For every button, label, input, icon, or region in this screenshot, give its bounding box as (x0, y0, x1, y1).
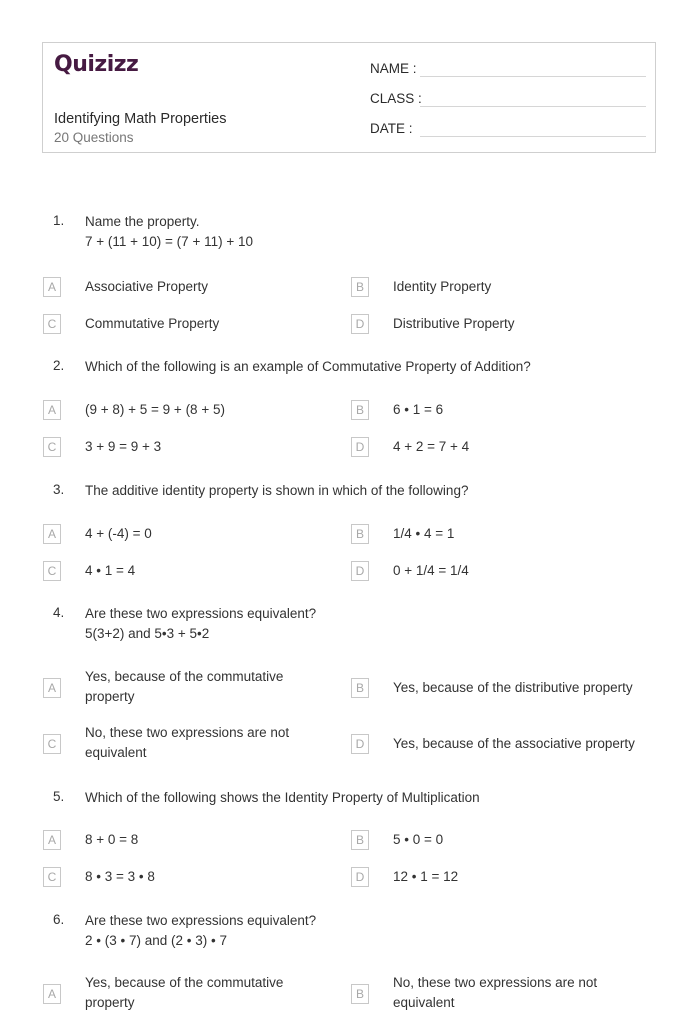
option-line: Yes, because of the associative property (393, 736, 635, 751)
question-number: 1. (53, 213, 65, 228)
class-line[interactable] (420, 106, 646, 107)
question-count: 20 Questions (54, 130, 134, 145)
worksheet-title: Identifying Math Properties (54, 111, 227, 127)
option-line: Identity Property (393, 279, 492, 294)
question-line: The additive identity property is shown in which of the following? (85, 483, 469, 498)
option-letter-box[interactable]: C (43, 734, 61, 754)
option-line: 4 + 2 = 7 + 4 (393, 439, 470, 454)
name-label: NAME : (370, 61, 417, 76)
option-text (393, 400, 443, 420)
question-line: Are these two expressions equivalent? (85, 606, 317, 621)
option-line: Associative Property (85, 279, 209, 294)
option-letter-box[interactable]: A (43, 984, 61, 1004)
option-letter-box[interactable]: C (43, 561, 61, 581)
question-line: 5(3+2) and 5•3 + 5•2 (85, 626, 210, 641)
option-line: 12 • 1 = 12 (393, 869, 459, 884)
option-text (393, 734, 635, 754)
option-letter-box[interactable]: A (43, 277, 61, 297)
option-text (85, 667, 283, 707)
option-line: Yes, because of the commutative (85, 669, 284, 684)
question-line: 2 • (3 • 7) and (2 • 3) • 7 (85, 933, 227, 948)
option-letter-box[interactable]: C (43, 314, 61, 334)
option-line: 1/4 • 4 = 1 (393, 526, 455, 541)
option-line: property (85, 689, 135, 704)
quizizz-logo: Quizizz (54, 52, 139, 77)
option-line: 6 • 1 = 6 (393, 402, 444, 417)
option-text (393, 867, 458, 887)
option-text (393, 561, 469, 581)
option-letter-box[interactable]: C (43, 437, 61, 457)
date-line[interactable] (420, 136, 646, 137)
option-text (393, 678, 633, 698)
option-line: 5 • 0 = 0 (393, 832, 444, 847)
option-text (393, 830, 443, 850)
option-letter-box[interactable]: B (351, 400, 369, 420)
option-text (85, 277, 208, 297)
option-line: No, these two expressions are not (85, 725, 290, 740)
option-letter-box[interactable]: A (43, 830, 61, 850)
option-letter-box[interactable]: A (43, 400, 61, 420)
option-letter-box[interactable]: D (351, 314, 369, 334)
option-letter-box[interactable]: B (351, 984, 369, 1004)
option-text (393, 314, 515, 334)
option-line: Yes, because of the commutative (85, 975, 284, 990)
question-number: 3. (53, 482, 65, 497)
question-number: 5. (53, 789, 65, 804)
option-letter-box[interactable]: A (43, 678, 61, 698)
option-line: equivalent (393, 995, 455, 1010)
option-text (393, 437, 469, 457)
option-text (393, 524, 454, 544)
option-line: equivalent (85, 745, 147, 760)
option-letter-box[interactable]: D (351, 734, 369, 754)
option-line: property (85, 995, 135, 1010)
option-line: 4 + (-4) = 0 (85, 526, 152, 541)
option-line: No, these two expressions are not (393, 975, 598, 990)
option-line: Distributive Property (393, 316, 515, 331)
question-text (85, 604, 316, 644)
option-text (85, 867, 155, 887)
option-text (85, 524, 152, 544)
name-line[interactable] (420, 76, 646, 77)
question-text (85, 212, 253, 252)
date-label: DATE : (370, 121, 413, 136)
option-text (393, 973, 597, 1013)
question-number: 2. (53, 358, 65, 373)
option-text (85, 437, 161, 457)
option-line: 8 + 0 = 8 (85, 832, 139, 847)
option-text (85, 400, 225, 420)
option-letter-box[interactable]: A (43, 524, 61, 544)
option-line: Commutative Property (85, 316, 220, 331)
question-text (85, 911, 316, 951)
option-letter-box[interactable]: D (351, 561, 369, 581)
option-letter-box[interactable]: D (351, 867, 369, 887)
question-number: 6. (53, 912, 65, 927)
option-line: 0 + 1/4 = 1/4 (393, 563, 469, 578)
option-text (85, 973, 283, 1013)
question-line: Are these two expressions equivalent? (85, 913, 317, 928)
question-line: 7 + (11 + 10) = (7 + 11) + 10 (85, 234, 253, 249)
question-line: Which of the following shows the Identity Property of Multiplication (85, 790, 480, 805)
option-text (85, 723, 289, 763)
question-text (85, 788, 480, 808)
option-letter-box[interactable]: B (351, 678, 369, 698)
option-line: 4 • 1 = 4 (85, 563, 136, 578)
option-letter-box[interactable]: C (43, 867, 61, 887)
option-line: Yes, because of the distributive property (393, 680, 633, 695)
option-text (393, 277, 491, 297)
option-letter-box[interactable]: B (351, 830, 369, 850)
question-text (85, 481, 468, 501)
question-number: 4. (53, 605, 65, 620)
question-text (85, 357, 531, 377)
option-text (85, 561, 135, 581)
option-text (85, 314, 219, 334)
question-line: Which of the following is an example of Commutative Property of Addition? (85, 359, 531, 374)
class-label: CLASS : (370, 91, 422, 106)
worksheet-header (42, 42, 656, 153)
option-line: 3 + 9 = 9 + 3 (85, 439, 162, 454)
option-letter-box[interactable]: B (351, 277, 369, 297)
option-text (85, 830, 138, 850)
option-letter-box[interactable]: B (351, 524, 369, 544)
option-line: 8 • 3 = 3 • 8 (85, 869, 155, 884)
option-letter-box[interactable]: D (351, 437, 369, 457)
question-line: Name the property. (85, 214, 200, 229)
option-line: (9 + 8) + 5 = 9 + (8 + 5) (85, 402, 225, 417)
